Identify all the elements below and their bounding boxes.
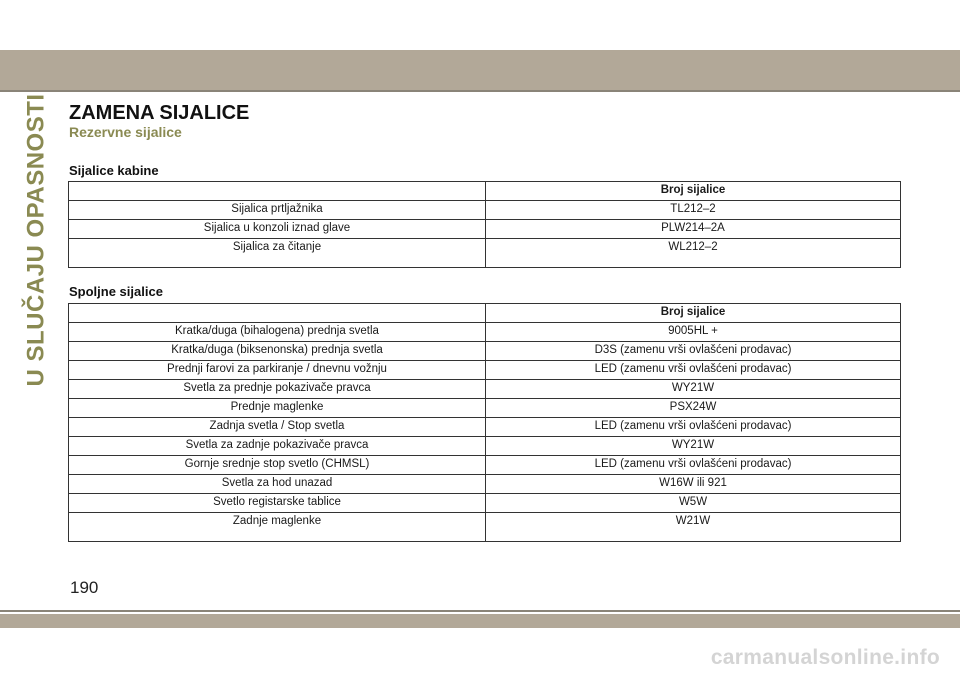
table-row (69, 437, 901, 456)
page-title: ZAMENA SIJALICE (69, 102, 250, 124)
table-row (69, 342, 901, 361)
bulb-number: LED (zamenu vrši ovlašćeni prodavac) (486, 361, 901, 380)
bulb-location: Svetla za prednje pokazivače pravca (69, 380, 486, 399)
column-header-bulb: Broj sijalice (486, 304, 901, 323)
bulb-location: Sijalica u konzoli iznad glave (69, 220, 486, 239)
table-row (69, 380, 901, 399)
table-row (69, 456, 901, 475)
watermark: carmanualsonline.info (710, 646, 940, 669)
bulb-number: WY21W (486, 380, 901, 399)
bulb-number: W21W (486, 513, 901, 542)
header-rule (0, 90, 960, 92)
side-tab-label: U SLUČAJU OPASNOSTI (23, 93, 50, 387)
bulb-number: W16W ili 921 (486, 475, 901, 494)
table-row (69, 323, 901, 342)
cabin-bulbs-table (68, 181, 901, 268)
bulb-location: Gornje srednje stop svetlo (CHMSL) (69, 456, 486, 475)
table-row (69, 494, 901, 513)
header-band (0, 50, 960, 90)
bulb-location: Svetla za zadnje pokazivače pravca (69, 437, 486, 456)
bulb-location: Sijalica za čitanje (69, 239, 486, 268)
column-header-location (69, 182, 486, 201)
page-number: 190 (70, 578, 99, 597)
footer-rule (0, 610, 960, 612)
table-row (69, 418, 901, 437)
column-header-bulb: Broj sijalice (486, 182, 901, 201)
table-row (69, 475, 901, 494)
bulb-number: TL212–2 (486, 201, 901, 220)
bulb-number: WL212–2 (486, 239, 901, 268)
bulb-number: W5W (486, 494, 901, 513)
bulb-number: D3S (zamenu vrši ovlašćeni prodavac) (486, 342, 901, 361)
exterior-heading: Spoljne sijalice (69, 284, 163, 299)
bulb-location: Svetlo registarske tablice (69, 494, 486, 513)
table-row (69, 513, 901, 542)
section-side-tab (22, 93, 52, 387)
bulb-location: Kratka/duga (bihalogena) prednja svetla (69, 323, 486, 342)
bulb-location: Prednji farovi za parkiranje / dnevnu vožnju (69, 361, 486, 380)
bulb-number: PLW214–2A (486, 220, 901, 239)
bulb-location: Prednje maglenke (69, 399, 486, 418)
table-row (69, 201, 901, 220)
bulb-location: Sijalica prtljažnika (69, 201, 486, 220)
bulb-number: LED (zamenu vrši ovlašćeni prodavac) (486, 456, 901, 475)
bulb-location: Kratka/duga (biksenonska) prednja svetla (69, 342, 486, 361)
bulb-number: LED (zamenu vrši ovlašćeni prodavac) (486, 418, 901, 437)
cabin-heading: Sijalice kabine (69, 163, 159, 178)
footer-band (0, 614, 960, 628)
exterior-bulbs-table (68, 303, 901, 542)
bulb-number: 9005HL + (486, 323, 901, 342)
table-header-row (69, 182, 901, 201)
table-row (69, 399, 901, 418)
table-row (69, 239, 901, 268)
bulb-number: WY21W (486, 437, 901, 456)
column-header-location (69, 304, 486, 323)
bulb-number: PSX24W (486, 399, 901, 418)
bulb-location: Svetla za hod unazad (69, 475, 486, 494)
table-row (69, 220, 901, 239)
table-header-row (69, 304, 901, 323)
bulb-location: Zadnje maglenke (69, 513, 486, 542)
bulb-location: Zadnja svetla / Stop svetla (69, 418, 486, 437)
page-subtitle: Rezervne sijalice (69, 124, 182, 140)
table-row (69, 361, 901, 380)
